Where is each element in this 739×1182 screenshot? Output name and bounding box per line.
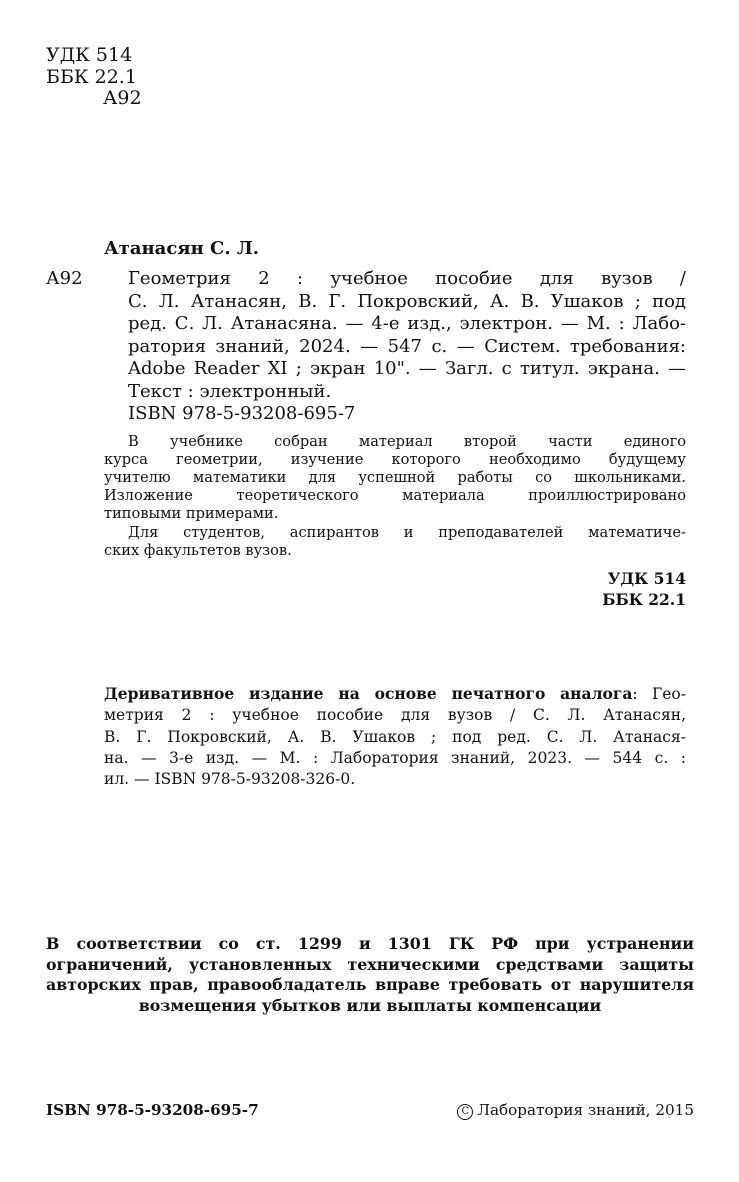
- annotation: [104, 433, 686, 523]
- audience-line: Для студентов, аспирантов и преподавателей математиче-: [128, 524, 686, 541]
- annotation-line: курса геометрии, изучение которого необходимо будущему: [104, 451, 686, 468]
- audience-note: [104, 524, 686, 560]
- rights-line: возмещения убытков или выплаты компенсации: [138, 995, 602, 1015]
- author-heading: Атанасян С. Л.: [104, 238, 260, 259]
- bottom-classification-index: [602, 568, 686, 610]
- bbk-code: ББК 22.1: [602, 590, 686, 609]
- annotation-line: учителю математики для успешной работы со школьниками.: [104, 469, 686, 486]
- rights-line: В соответствии со ст. 1299 и 1301 ГК РФ при устранении: [46, 934, 694, 953]
- udk-code: УДК 514: [46, 44, 133, 66]
- derivative-line: В. Г. Покровский, А. В. Ушаков ; под ред. С. Л. Атанася-: [104, 727, 686, 746]
- top-classification-index: [46, 45, 142, 110]
- derivative-text: : Гео-: [632, 685, 687, 703]
- biblio-line: ред. С. Л. Атанасяна. — 4-е изд., электрон. — М. : Лабо-: [128, 313, 686, 335]
- annotation-line: Изложение теоретического материала проиллюстрировано: [104, 487, 686, 504]
- copyright-holder: Лаборатория знаний, 2015: [477, 1101, 694, 1119]
- annotation-line: В учебнике собран материал второй части единого: [128, 433, 686, 450]
- isbn-main: ISBN 978-5-93208-695-7: [128, 403, 356, 424]
- biblio-line: С. Л. Атанасян, В. Г. Покровский, А. В. Ушаков ; под: [128, 290, 686, 312]
- udk-code: УДК 514: [607, 569, 686, 588]
- biblio-line: ратория знаний, 2024. — 547 с. — Систем. требования:: [128, 335, 686, 357]
- annotation-line: типовыми примерами.: [104, 505, 279, 522]
- rights-line: авторских прав, правообладатель вправе требовать от нарушителя: [46, 975, 694, 995]
- derivative-line: метрия 2 : учебное пособие для вузов / С. Л. Атанасян,: [104, 706, 686, 725]
- rights-line: ограничений, установленных техническими средствами защиты: [46, 954, 694, 974]
- author-code: А92: [46, 268, 83, 289]
- derivative-line: на. — 3-е изд. — М. : Лаборатория знаний, 2023. — 544 с. :: [104, 748, 686, 767]
- rights-notice: [46, 934, 694, 1016]
- copyright-icon: C: [457, 1104, 473, 1120]
- biblio-line: Adobe Reader XI ; экран 10". — Загл. с титул. экрана. —: [128, 358, 686, 380]
- isbn-bottom: ISBN 978-5-93208-695-7: [46, 1101, 259, 1119]
- copyright-line: [457, 1101, 694, 1120]
- derivative-line: [104, 683, 686, 705]
- derivative-line: ил. — ISBN 978-5-93208-326-0.: [104, 770, 356, 789]
- biblio-line: Геометрия 2 : учебное пособие для вузов /: [128, 268, 686, 289]
- author-mark: А92: [103, 87, 142, 109]
- derivative-label: Деривативное издание на основе печатного аналога: [104, 684, 633, 703]
- bbk-code: ББК 22.1: [46, 65, 137, 88]
- audience-line: ских факультетов вузов.: [104, 542, 292, 559]
- biblio-line: Текст : электронный.: [128, 380, 332, 402]
- bibliographic-record: [128, 268, 686, 404]
- derivative-edition-note: [104, 683, 686, 790]
